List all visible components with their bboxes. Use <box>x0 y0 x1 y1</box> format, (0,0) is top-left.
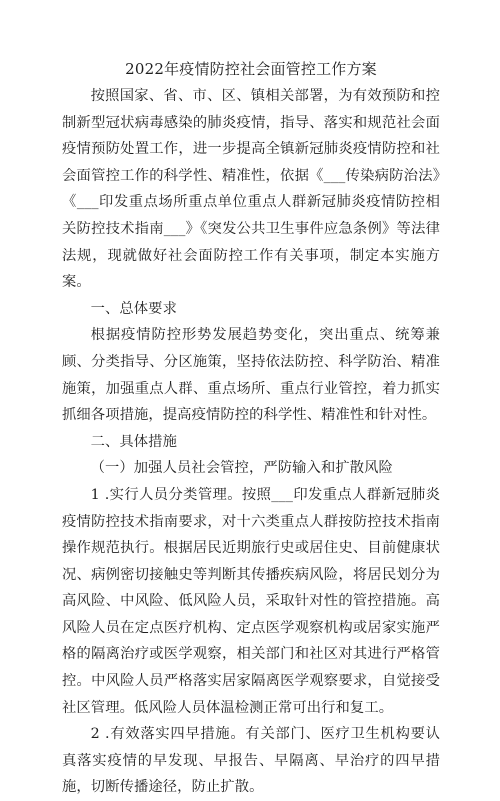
document-title: 2022年疫情防控社会面管控工作方案 <box>125 60 377 78</box>
section-heading-specific-measures: 二、具体措施 <box>90 433 177 450</box>
measure-item-2: 2 .有效落实四早措施。有关部门、医疗卫生机构要认真落实疫情的早发现、早报告、早隔离、早治疗的四早措施，切断传播途径，防止扩散。 <box>62 726 440 796</box>
subsection-heading-personnel-control: （一）加强人员社会管控，严防输入和扩散风险 <box>90 460 393 477</box>
document-page <box>62 58 440 801</box>
section-heading-overall-requirements: 一、总体要求 <box>90 300 177 317</box>
measure-item-1: 1 .实行人员分类管理。按照___印发重点人群新冠肺炎疫情防控技术指南要求，对十六类重点人群按防控技术指南操作规范执行。根据居民近期旅行史或居住史、目前健康状况、病例密切接触史等判断其传播疾病风险，将居民划分为高风险、中风险、低风险人员，采取针对性的管控措施。高风险人员在定点医疗机构、定点医学观察机构或居家实施严格的隔离治疗或医学观察，相关部门和社区对其进行严格管控。中风险人员严格落实居家隔离医学观察要求，自觉接受社区管理。低风险人员体温检测正常可出行和复工。 <box>62 486 440 716</box>
overall-requirements-paragraph: 根据疫情防控形势发展趋势变化，突出重点、统筹兼顾、分类指导、分区施策，坚持依法防控、科学防治、精准施策，加强重点人群、重点场所、重点行业管控，着力抓实抓细各项措施，提高疫情防控的科学性、精准性和针对性。 <box>62 327 440 424</box>
intro-paragraph: 按照国家、省、市、区、镇相关部署，为有效预防和控制新型冠状病毒感染的肺炎疫情，指导、落实和规范社会面疫情预防处置工作，进一步提高全镇新冠肺炎疫情防控和社会面管控工作的科学性、精准性，依据《___传染病防治法》《___印发重点场所重点单位重点人群新冠肺炎疫情防控相关防控技术指南___》《突发公共卫生事件应急条例》等法律法规，现就做好社会面防控工作有关事项，制定本实施方案。 <box>62 88 440 291</box>
